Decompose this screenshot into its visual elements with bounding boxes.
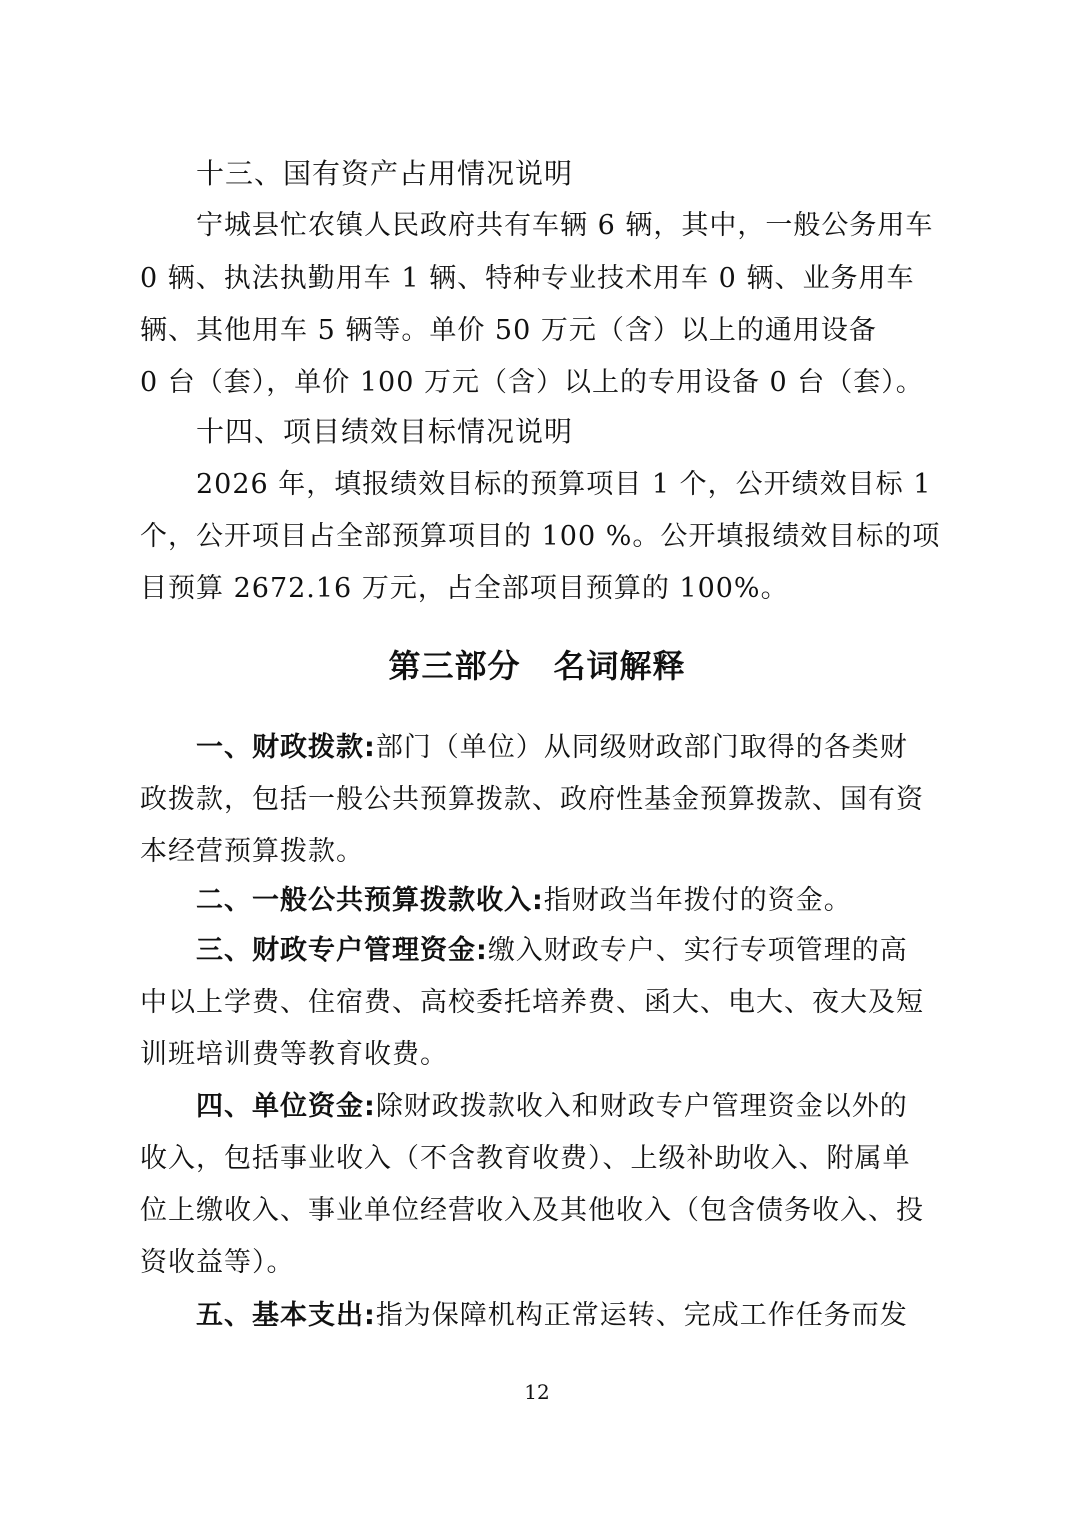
term-1-line-1 [196,730,908,766]
term-1-label: 一、财政拨款: [196,732,376,763]
term-5-line-1 [196,1298,908,1334]
term-4-label: 四、单位资金: [196,1091,376,1122]
term-4-line-2: 收入，包括事业收入（不含教育收费）、上级补助收入、附属单 [140,1143,911,1174]
term-5-label: 五、基本支出: [196,1300,376,1331]
section-13-heading: 十三、国有资产占用情况说明 [196,157,574,190]
section-14-line-3: 目预算 2672.16 万元，占全部项目预算的 100%。 [140,573,789,604]
section-13-line-4: 0 台（套），单价 100 万元（含）以上的专用设备 0 台（套）。 [140,367,924,398]
term-1-text: 部门（单位）从同级财政部门取得的各类财 [375,732,908,763]
page-number: 12 [524,1380,550,1404]
term-4-text: 除财政拨款收入和财政专户管理资金以外的 [375,1091,908,1122]
term-3-label: 三、财政专户管理资金: [196,935,488,966]
term-4-line-3: 位上缴收入、事业单位经营收入及其他收入（包含债务收入、投 [140,1195,924,1226]
term-2-text: 指财政当年拨付的资金。 [543,885,852,916]
section-14-line-1: 2026 年，填报绩效目标的预算项目 1 个，公开绩效目标 1 [196,469,932,500]
term-1-line-3: 本经营预算拨款。 [140,836,364,867]
section-14-line-2: 个，公开项目占全部预算项目的 100 %。公开填报绩效目标的项 [140,521,941,552]
term-4-line-1 [196,1089,908,1125]
section-13-line-1: 宁城县忙农镇人民政府共有车辆 6 辆，其中，一般公务用车 [196,210,934,241]
section-14-heading: 十四、项目绩效目标情况说明 [196,415,574,448]
term-5-text: 指为保障机构正常运转、完成工作任务而发 [375,1300,908,1331]
term-3-line-1 [196,933,908,969]
term-2-label: 二、一般公共预算拨款收入: [196,885,544,916]
term-4-line-4: 资收益等）。 [140,1247,295,1278]
part-3-title: 第三部分 名词解释 [388,647,686,685]
section-13-line-3: 辆、其他用车 5 辆等。单价 50 万元（含）以上的通用设备 [140,315,877,346]
term-1-line-2: 政拨款，包括一般公共预算拨款、政府性基金预算拨款、国有资 [140,784,924,815]
term-3-line-2: 中以上学费、住宿费、高校委托培养费、函大、电大、夜大及短 [140,987,924,1018]
term-2-line-1 [196,883,852,919]
term-3-text: 缴入财政专户、实行专项管理的高 [487,935,908,966]
section-13-line-2: 0 辆、执法执勤用车 1 辆、特种专业技术用车 0 辆、业务用车 [140,263,915,294]
term-3-line-3: 训班培训费等教育收费。 [140,1039,448,1070]
